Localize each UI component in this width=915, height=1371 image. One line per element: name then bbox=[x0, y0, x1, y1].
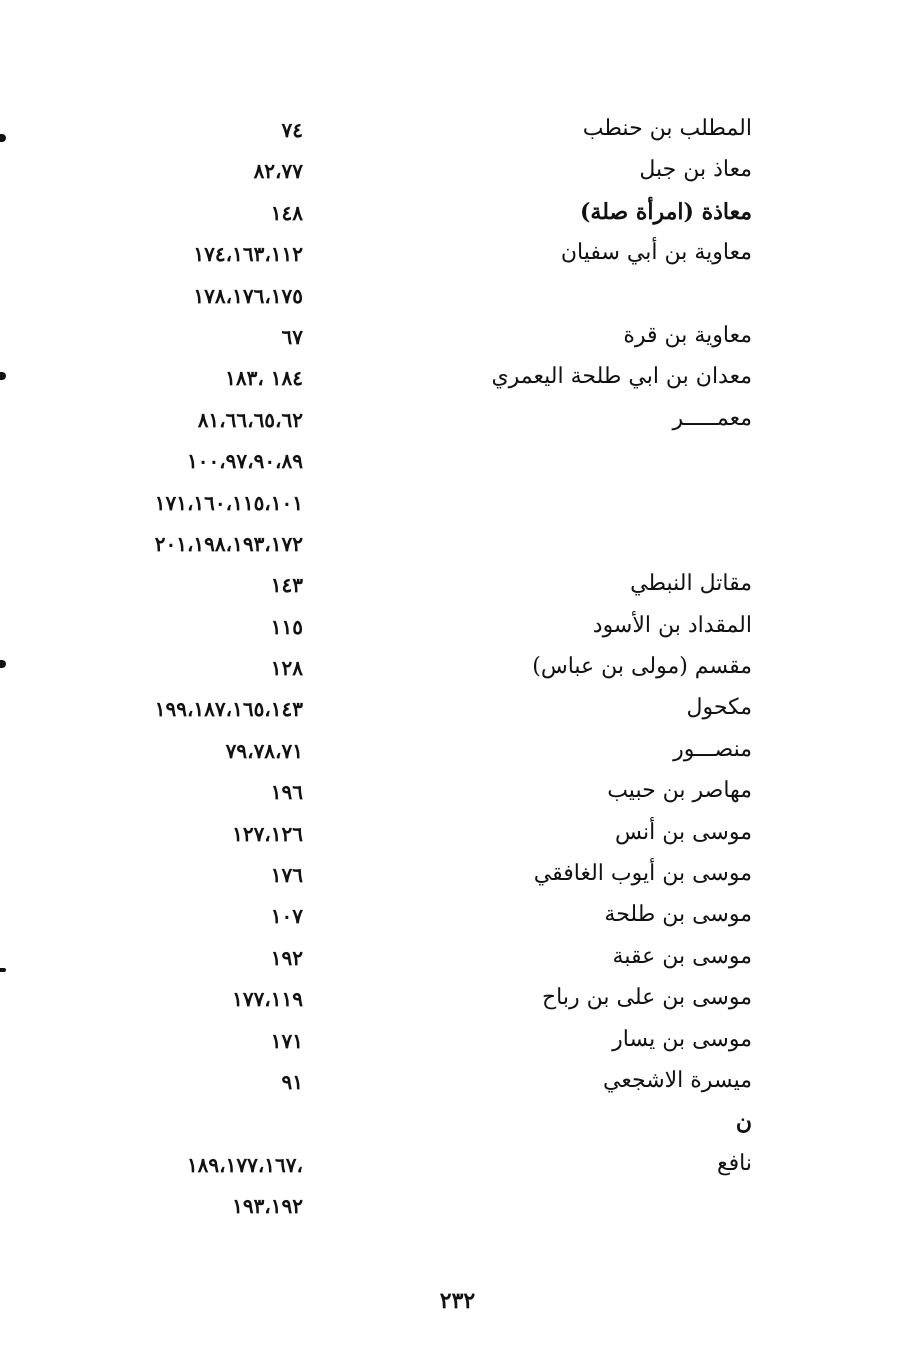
entry-pages: ٧٤ bbox=[281, 118, 303, 142]
index-entries bbox=[0, 110, 915, 1228]
page-number: ٢٣٢ bbox=[439, 1288, 476, 1314]
index-entry bbox=[0, 648, 915, 689]
entry-name: مهاصر بن حبيب bbox=[607, 778, 752, 804]
entry-name: معاوية بن قرة bbox=[623, 322, 752, 348]
entry-pages: ١٨٤ ،١٨٣ bbox=[225, 366, 303, 391]
index-entry bbox=[0, 234, 915, 275]
index-entry bbox=[0, 1021, 915, 1062]
entry-name: معدان بن ابي طلحة اليعمري bbox=[491, 364, 752, 390]
index-entry bbox=[0, 855, 915, 896]
entry-pages: ١٩٩،١٨٧،١٦٥،١٤٣ bbox=[154, 697, 303, 722]
entry-pages: ١٧١ bbox=[270, 1028, 303, 1053]
entry-name: موسى بن يسار bbox=[612, 1026, 752, 1052]
index-entry-continuation bbox=[0, 276, 915, 317]
entry-name: ميسرة الاشجعي bbox=[603, 1067, 752, 1093]
entry-pages: ٩١ bbox=[281, 1069, 303, 1094]
section-letter: ن bbox=[735, 1109, 752, 1136]
index-entry bbox=[0, 400, 915, 441]
entry-pages: ١٧٤،١٦٣،١١٢ bbox=[193, 242, 303, 267]
entry-name: المقداد بن الأسود bbox=[592, 612, 752, 638]
entry-pages: ٨٢،٧٧ bbox=[253, 159, 303, 184]
entry-pages: ١٢٨ bbox=[270, 656, 303, 681]
index-entry bbox=[0, 814, 915, 855]
index-entry bbox=[0, 896, 915, 937]
index-entry bbox=[0, 607, 915, 648]
entry-pages: ١٠٠،٩٧،٩٠،٨٩ bbox=[186, 449, 303, 474]
index-entry bbox=[0, 1145, 915, 1186]
entry-pages: ١٤٨ bbox=[270, 200, 303, 225]
index-entry bbox=[0, 979, 915, 1020]
entry-name: مقاتل النبطي bbox=[630, 571, 752, 597]
entry-name: نافع bbox=[716, 1150, 752, 1176]
entry-name: المطلب بن حنطب bbox=[582, 116, 752, 141]
entry-name: موسى بن أيوب الغافقي bbox=[533, 861, 752, 887]
entry-name: موسى بن على بن رباح bbox=[541, 985, 752, 1011]
entry-pages: ٦٧ bbox=[281, 324, 303, 349]
index-entry-continuation bbox=[0, 441, 915, 482]
entry-pages: ،١٨٩،١٧٧،١٦٧ bbox=[186, 1152, 303, 1177]
section-letter-row bbox=[0, 1103, 915, 1144]
entry-pages: ١٤٣ bbox=[270, 573, 303, 598]
entry-name: مقسم (مولى بن عباس) bbox=[532, 654, 752, 680]
index-entry bbox=[0, 731, 915, 772]
index-entry bbox=[0, 193, 915, 234]
entry-name: موسى بن طلحة bbox=[604, 902, 752, 928]
index-entry bbox=[0, 151, 915, 192]
entry-name: منصـــور bbox=[673, 736, 752, 762]
index-entry-continuation bbox=[0, 1186, 915, 1227]
entry-pages: ١٧٦ bbox=[270, 863, 303, 888]
entry-pages: ١٧٨،١٧٦،١٧٥ bbox=[193, 283, 303, 308]
index-entry bbox=[0, 110, 915, 151]
index-entry-continuation bbox=[0, 483, 915, 524]
entry-pages: ١٠٧ bbox=[270, 904, 303, 929]
entry-name: موسى بن عقبة bbox=[612, 943, 752, 969]
entry-pages: ١٩٢ bbox=[270, 945, 303, 970]
entry-pages: ٧٩،٧٨،٧١ bbox=[225, 738, 303, 763]
index-entry-continuation bbox=[0, 524, 915, 565]
index-entry bbox=[0, 938, 915, 979]
entry-name: معاذ بن جبل bbox=[639, 157, 752, 183]
entry-name: معاذة (امرأة صلة) bbox=[580, 198, 752, 225]
index-entry bbox=[0, 358, 915, 399]
entry-name: معمـــــر bbox=[672, 405, 752, 431]
entry-pages: ١٩٣،١٩٢ bbox=[232, 1194, 303, 1219]
entry-name: معاوية بن أبي سفيان bbox=[560, 240, 752, 266]
scan-edge-mark bbox=[0, 968, 6, 972]
entry-pages: ١٢٧،١٢٦ bbox=[232, 821, 303, 846]
entry-pages: ١٩٦ bbox=[270, 780, 303, 805]
entry-pages: ١٧٧،١١٩ bbox=[232, 987, 303, 1012]
entry-pages: ٢٠١،١٩٨،١٩٣،١٧٢ bbox=[154, 531, 303, 556]
entry-pages: ١٧١،١٦٠،١١٥،١٠١ bbox=[154, 490, 303, 515]
index-entry bbox=[0, 565, 915, 606]
index-entry bbox=[0, 689, 915, 730]
index-entry bbox=[0, 1062, 915, 1103]
index-entry bbox=[0, 317, 915, 358]
entry-pages: ١١٥ bbox=[270, 614, 303, 639]
entry-pages: ٨١،٦٦،٦٥،٦٢ bbox=[197, 407, 303, 432]
index-entry bbox=[0, 772, 915, 813]
entry-name: مكحول bbox=[686, 695, 752, 721]
entry-name: موسى بن أنس bbox=[614, 819, 752, 845]
